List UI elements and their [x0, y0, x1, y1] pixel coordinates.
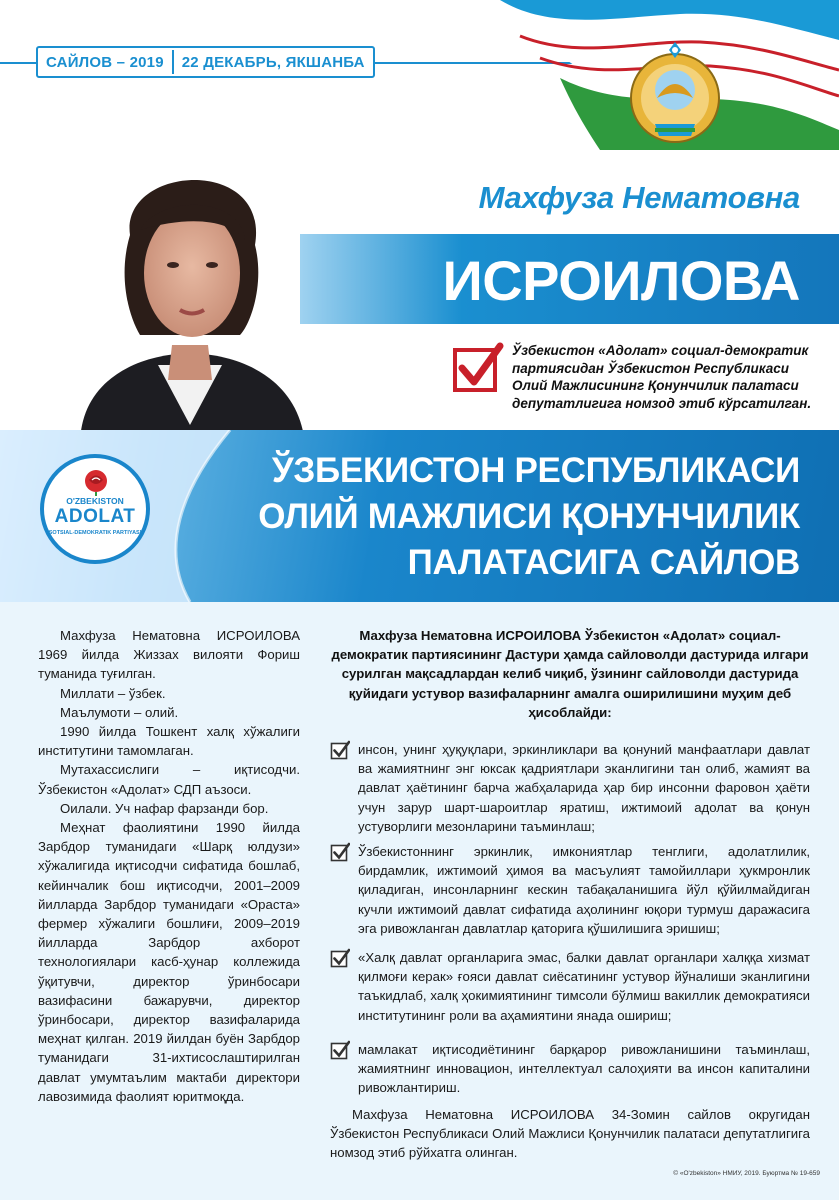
biography-column	[38, 626, 300, 1106]
candidate-first-names: Махфуза Нематовна	[478, 180, 800, 215]
bio-paragraph: 1990 йилда Тошкент халқ хўжалиги институтини тамомлаган.	[38, 724, 300, 759]
election-label: САЙЛОВ – 2019	[46, 53, 164, 71]
logo-party-type: SOTSIAL-DEMOKRATIK PARTIYASI	[48, 530, 142, 536]
checkbox-icon	[330, 842, 350, 862]
logo-party-name: ADOLAT	[54, 506, 136, 527]
bio-paragraph: Махфуза Нематовна ИСРОИЛОВА 1969 йилда Жиззах вилояти Фориш туманида туғилган.	[38, 628, 300, 682]
bio-paragraph: Оилали. Уч нафар фарзанди бор.	[60, 800, 269, 816]
rose-icon	[80, 468, 112, 496]
state-emblem-image	[625, 40, 725, 152]
footer-imprint: © «O'zbekiston» НМИУ, 2019. Буюртма № 19-659	[673, 1170, 820, 1177]
program-item-text: мамлакат иқтисодиётининг барқарор ривожланишини таъминлаш, жамиятнинг инновацион, интеллектуал салоҳияти ва инсон капиталини ривожлантириш.	[358, 1042, 810, 1096]
program-outro: Махфуза Нематовна ИСРОИЛОВА 34-Зомин сайлов округидан Ўзбекистон Республикаси Олий Мажлиси Қонунчилик палатаси депутатлигига номзод этиб рўйхатга олинган.	[330, 1107, 810, 1161]
program-item-text: инсон, унинг ҳуқуқлари, эркинликлари ва қонуний манфаатлари давлат ва жамиятнинг энг юксак қадриятлари эканлигини тан олиб, жамият ва давлат ҳаётининг барча жабҳаларида ҳар бир инсонни фаровон ҳаёти учун зарур шарт-шароитлар яратиш, ижтимоий адолат ва қонун устуворлиги мезонларини таъминлаш;	[358, 742, 810, 834]
program-item-text: «Халқ давлат органларига эмас, балки давлат органлари халққа хизмат қилмоғи керак» ғояси давлат сиёсатининг устувор йўналиши эканлигини таъкидлаб, халқ ҳокимиятининг тимсоли бўлмиш вакиллик демократияси институтининг роли ва аҳамиятини янада ошириш;	[358, 950, 810, 1023]
bio-paragraph: Мутахассислиги – иқтисодчи. Ўзбекистон «Адолат» СДП аъзоси.	[38, 762, 300, 797]
date-label: 22 ДЕКАБРЬ, ЯКШАНБА	[181, 53, 365, 71]
ballot-check-icon	[452, 342, 504, 394]
bio-paragraph: Меҳнат фаолиятини 1990 йилда Зарбдор туманидаги «Шарқ юлдузи» хўжалигида иқтисодчи сифатида бошлаб, кейинчалик бош иқтисодчи, 2001–2009 йилларда Зарбдор туманидаги «Ораста» фермер хўжалиги бошлиғи, 2009–2019 йилларда Зарбдор ахборот технологиялари касб-ҳунар коллежида ўқитувчи, директор ўринбосари вазифасини бажарувчи, директор ўринбосари, директор вазифаларида меҳнат қилган. 2019 йилдан буён Зарбдор туманидаги 31-ихтисослаштирилган давлат умумтаълим мактаби директори лавозимида фаолият юритмоқда.	[38, 820, 300, 1104]
logo-country: O'ZBEKISTON	[66, 496, 124, 506]
adolat-party-logo	[40, 454, 150, 564]
bio-paragraph: Миллати – ўзбек.	[60, 685, 166, 701]
candidate-surname: ИСРОИЛОВА	[442, 249, 800, 312]
candidate-portrait-image	[40, 125, 340, 445]
checkbox-icon	[330, 740, 350, 760]
program-intro: Махфуза Нематовна ИСРОИЛОВА Ўзбекистон «Адолат» социал-демократик партиясининг Дастури ҳамда сайловолди дастурида илгари сурилган мақсадлардан келиб чиқиб, ўзининг сайловолди дастурида қуйидаги устувор вазифаларнинг амалга оширилишини муҳим деб ҳисоблайди:	[331, 628, 809, 720]
bio-paragraph: Маълумоти – олий.	[60, 704, 179, 720]
nomination-statement: Ўзбекистон «Адолат» социал-демократик партиясидан Ўзбекистон Республикаси Олий Мажлисининг Қонунчилик палатаси депутатлигига номзод этиб кўрсатилган.	[512, 343, 812, 411]
program-item-text: Ўзбекистоннинг эркинлик, имкониятлар тенглиги, адолатлилик, бирдамлик, ижтимоий ҳимоя ва масъулият тамойиллари ҳукмронлик қиладиган, инсонларнинг кескин табақаланишига йўл қўйилмайдиган кучли ижтимоий давлат сифатида аҳолининг юқори турмуш даражасига эга ривожланган давлатлар қаторига қўшилишига эришиш;	[358, 844, 810, 936]
badge-divider	[172, 50, 174, 74]
election-title-line-2: ОЛИЙ МАЖЛИСИ ҚОНУНЧИЛИК	[258, 497, 800, 536]
election-title-line-3: ПАЛАТАСИГА САЙЛОВ	[407, 543, 800, 582]
checkbox-icon	[330, 1040, 350, 1060]
election-title	[180, 448, 800, 586]
date-badge	[36, 46, 375, 78]
election-title-line-1: ЎЗБЕКИСТОН РЕСПУБЛИКАСИ	[271, 451, 800, 490]
checkbox-icon	[330, 948, 350, 968]
